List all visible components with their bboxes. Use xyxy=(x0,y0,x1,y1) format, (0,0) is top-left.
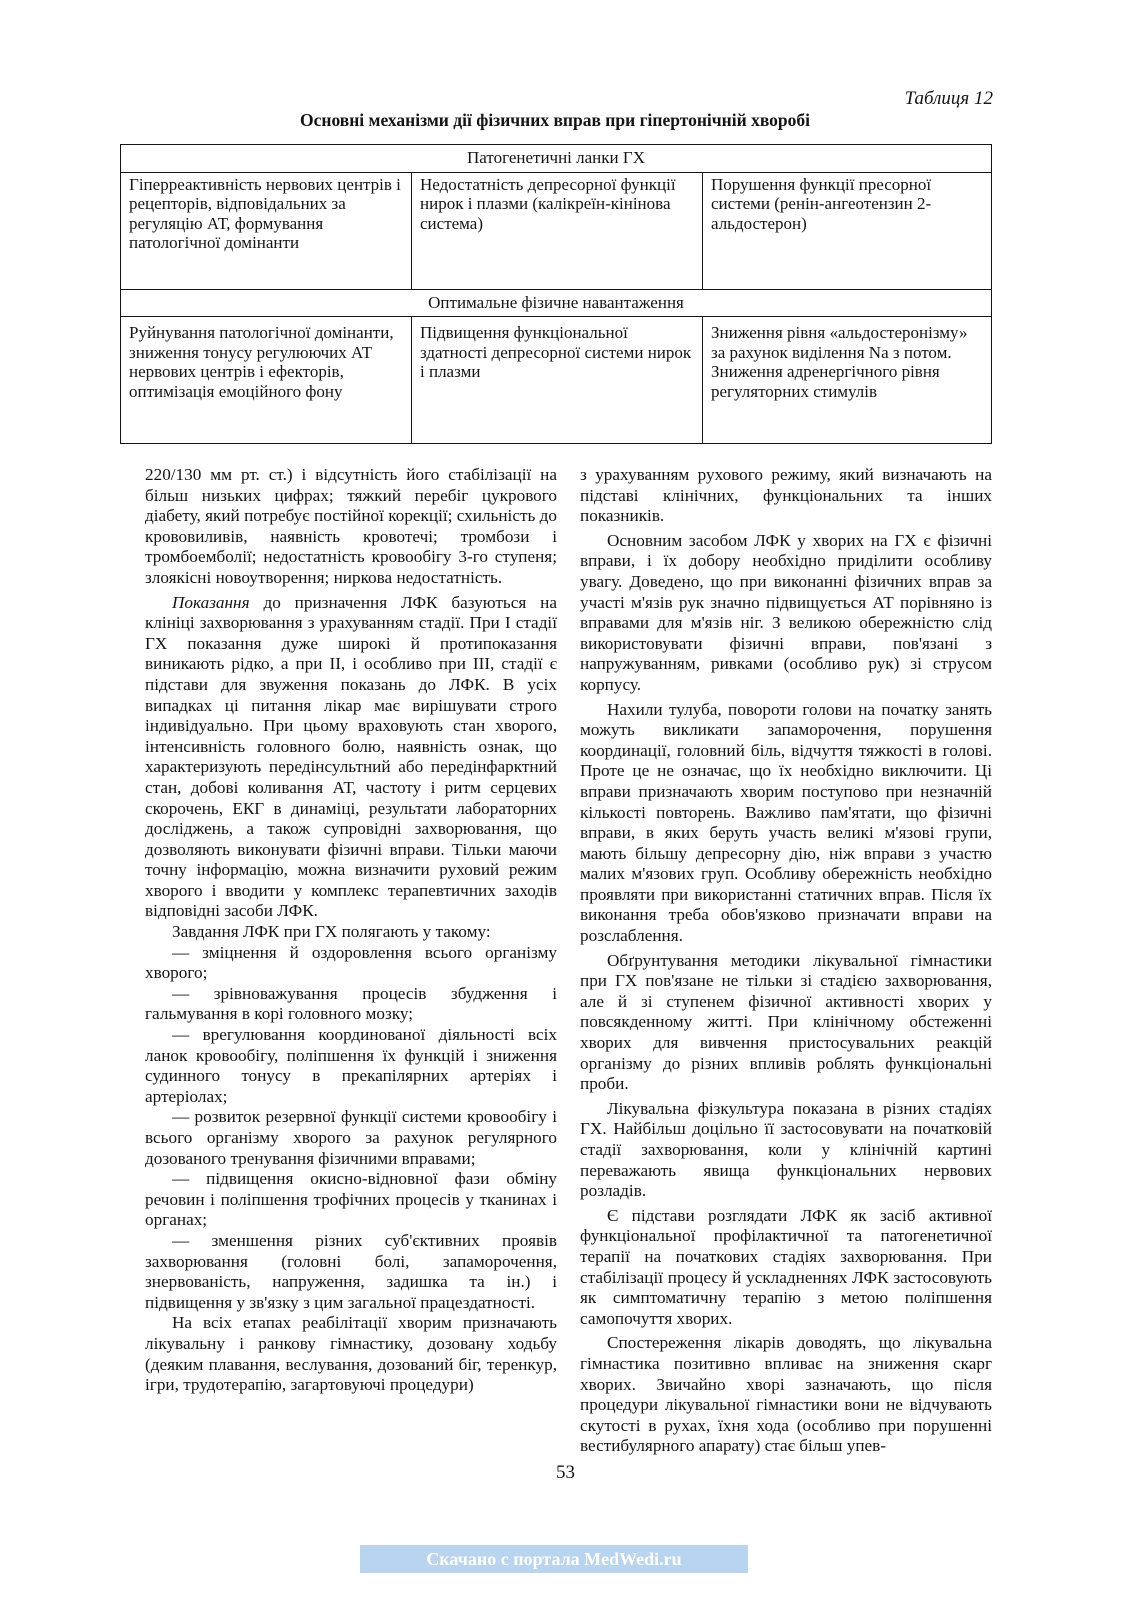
left-column xyxy=(145,465,557,1396)
paragraph: Основним засобом ЛФК у хворих на ГХ є фізичні вправи, і їх добору необхідно приділити особливу увагу. Доведено, що при виконанні фізичних вправ за участі м'язів рук значно підвищується АТ порівняно із вправами для м'язів ніг. З великою обережністю слід використовувати фізичні вправи, пов'язані з напружуванням, ривками (особливо рук) зі струсом корпусу. xyxy=(580,530,992,694)
paragraph: Завдання ЛФК при ГХ полягають у такому: xyxy=(172,922,491,942)
page-number: 53 xyxy=(556,1462,575,1483)
table-header-pathogenetic: Патогенетичні ланки ГХ xyxy=(121,145,992,173)
right-column xyxy=(580,465,992,1457)
paragraph: Нахили тулуба, повороти голови на початку занять можуть викликати запаморочення, порушення координації, головний біль, відчуття тяжкості в голові. Проте це не означає, що їх необхідно виключити. Ці вправи призначають хворим поступово при незначній кількості повторень. Важливо пам'ятати, що фізичні вправи, в яких беруть участь великі м'язові групи, мають більшу депресорну дію, ніж вправи з участю малих м'язових груп. Особливу обережність необхідно проявляти при використанні статичних вправ. Після їх виконання треба обов'язково призначати вправи на розслаблення. xyxy=(580,699,992,946)
mechanisms-table xyxy=(120,144,992,444)
table-cell: Порушення функції пресорної системи (ренін-ангеотензин 2-альдостерон) xyxy=(703,172,992,289)
list-item: — врегулювання координованої діяльності всіх ланок кровообігу, поліпшення їх функцій і зниження судинного тонусу в прекапілярних артеріях і артеріолах; xyxy=(145,1025,557,1106)
table-header-optimal-load: Оптимальне фізичне навантаження xyxy=(121,289,992,317)
paragraph-text: до призначення ЛФК базуються на клініці захворювання з урахуванням стадії. При І стадії ГХ показання дуже широкі й протипоказання виникають рідко, а при II, і особливо при III, стадії є підстави для звуження показань до ЛФК. В усіх випадках ці питання лікар має вирішувати строго індивідуально. При цьому враховують стан хворого, інтенсивність головного болю, наявність ознак, що характеризують передінсультний або передінфарктний стан, добові коливання АТ, частоту і ритм серцевих скорочень, ЕКГ в динаміці, результати лабораторних досліджень, а також супровідні захворювання, що дозволяють виконувати фізичні вправи. Тільки маючи точну інформацію, можна визначити руховий режим хворого і вводити у комплекс терапевтичних заходів відповідні засоби ЛФК. xyxy=(145,592,557,921)
paragraph: 220/130 мм рт. ст.) і відсутність його стабілізації на більш низьких цифрах; тяжкий перебіг цукрового діабету, який потребує постійної корекції; схильність до крововиливів, наявність кровотечі; тромбози і тромбоемболії; недостатність кровообігу 3-го ступеня; злоякісні новоутворення; ниркова недостатність. xyxy=(145,465,557,587)
table-cell: Підвищення функціональної здатності депресорної системи нирок і плазми xyxy=(412,317,703,444)
paragraph: Обґрунтування методики лікувальної гімнастики при ГХ пов'язане не тільки зі стадією захворювання, але й зі ступенем фізичної активності хворих у повсякденному житті. При клінічному обстеженні хворих для вивчення пристосувальних реакцій організму до різних впливів роблять функціональні проби. xyxy=(580,950,992,1094)
paragraph: з урахуванням рухового режиму, який визначають на підставі клінічних, функціональних та інших показників. xyxy=(580,465,992,526)
list-item: — зміцнення й оздоровлення всього організму хворого; xyxy=(145,942,557,983)
paragraph: Є підстави розглядати ЛФК як засіб активної функціональної профілактичної та патогенетичної терапії на початкових стадіях захворювання. При стабілізації процесу й ускладненнях ЛФК застосовують як симптоматичну терапію з метою поліпшення самопочуття хворих. xyxy=(580,1205,992,1328)
list-item: — зрівноважування процесів збудження і гальмування в корі головного мозку; xyxy=(145,983,557,1024)
list-item: — розвиток резервної функції системи кровообігу і всього організму хворого за рахунок регулярного дозованого тренування фізичними вправами; xyxy=(145,1107,557,1168)
watermark-banner: Скачано с портала MedWedi.ru xyxy=(360,1545,748,1573)
paragraph xyxy=(145,593,557,923)
paragraph: Лікувальна фізкультура показана в різних стадіях ГХ. Найбільш доцільно її застосовувати на початковій стадії захворювання, коли у клінічній картині переважають явища функціональних нервових розладів. xyxy=(580,1098,992,1201)
emphasis-term: Показання xyxy=(172,592,250,612)
paragraph: На всіх етапах реабілітації хворим призначають лікувальну і ранкову гімнастику, дозовану ходьбу (деяким плавання, веслування, дозований біг, теренкур, ігри, трудотерапію, загартовуючі процедури) xyxy=(145,1313,557,1395)
table-cell: Недостатність депресорної функції нирок і плазми (калікреїн-кінінова система) xyxy=(412,172,703,289)
list-item: — підвищення окисно-відновної фази обміну речовин і поліпшення трофічних процесів у тканинах і органах; xyxy=(145,1169,557,1230)
list-item: — зменшення різних суб'єктивних проявів захворювання (головні болі, запаморочення, знервованість, напруження, задишка та ін.) і підвищення у зв'язку з цим загальної працездатності. xyxy=(145,1230,557,1312)
paragraph: Спостереження лікарів доводять, що лікувальна гімнастика позитивно впливає на зниження скарг хворих. Звичайно хворі зазначають, що після процедури лікувальної гімнастики вони не відчувають скутості в рухах, їхня хода (особливо при порушенні вестибулярного апарату) стає більш упев- xyxy=(580,1333,992,1456)
table-cell: Зниження рівня «альдостеронізму» за рахунок виділення Na з потом. Зниження адренергічного рівня регуляторних стимулів xyxy=(703,317,992,444)
table-cell: Гіперреактивність нервових центрів і рецепторів, відповідальних за регуляцію АТ, формування патологічної домінанти xyxy=(121,172,412,289)
table-cell: Руйнування патологічної домінанти, зниження тонусу регулюючих АТ нервових центрів і ефекторів, оптимізація емоційного фону xyxy=(121,317,412,444)
table-title: Основні механізми дії фізичних вправ при гіпертонічній хворобі xyxy=(300,110,810,130)
table-label: Таблиця 12 xyxy=(904,88,993,109)
